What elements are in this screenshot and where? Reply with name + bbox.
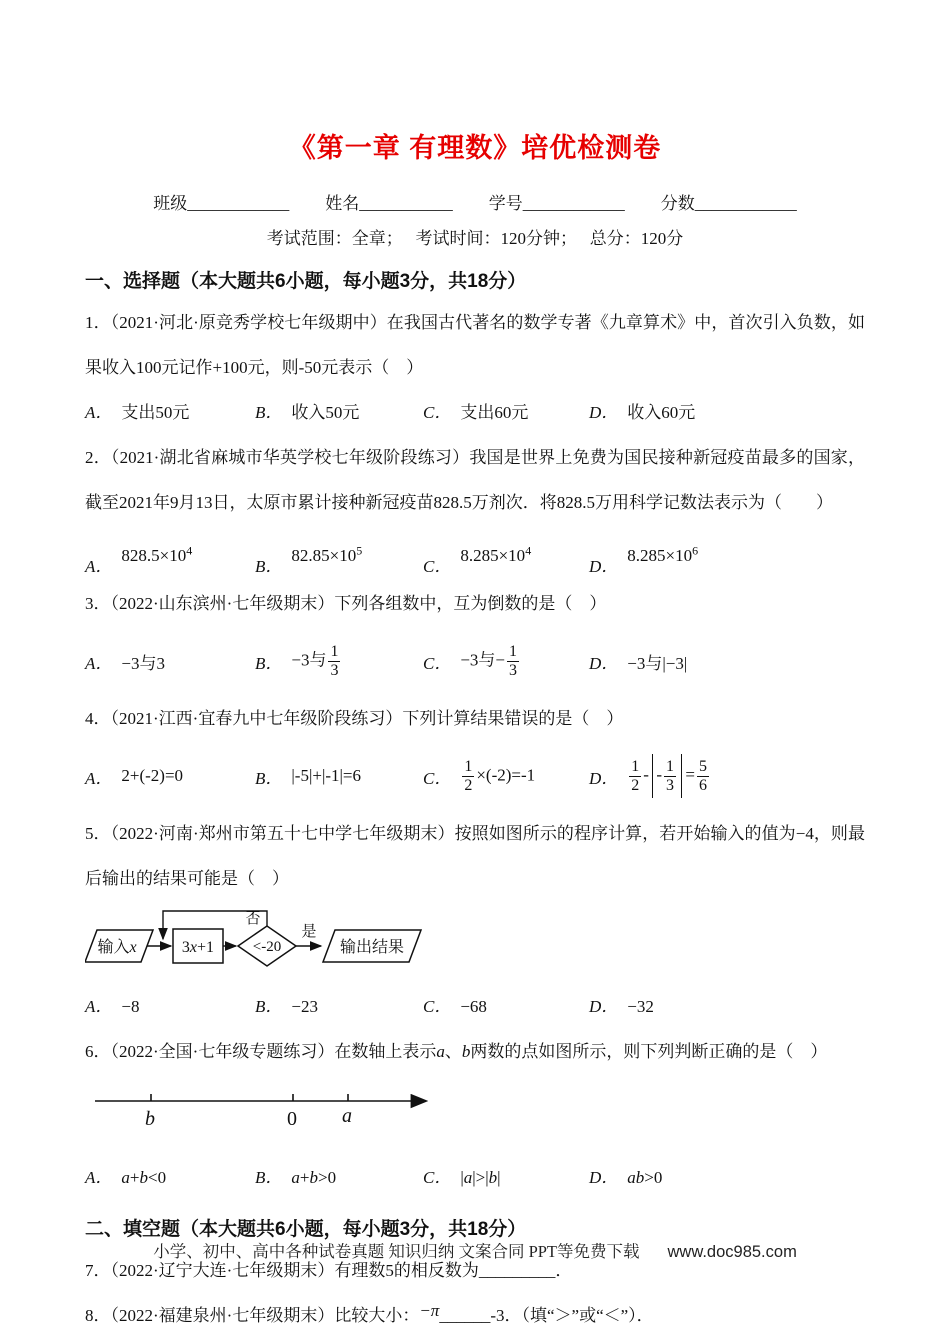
option-content: |-5|+|-1|=6: [291, 766, 362, 785]
option-label: C．: [423, 997, 452, 1016]
option-label: A．: [85, 997, 113, 1016]
question-5-flowchart: [85, 905, 865, 982]
question-2-stem: 2．（2021·湖北省麻城市华英学校七年级阶段练习）我国是世界上免费为国民接种新冠疫苗最多的国家，截至2021年9月13日，太原市累计接种新冠疫苗828.5万剂次．将828.5万用科学记数法表示为（ ）: [85, 448, 865, 512]
option-label: C．: [423, 403, 452, 422]
numberline-label-0: 0: [287, 1108, 297, 1130]
option-label: B．: [255, 557, 283, 576]
option-content: 收入50元: [291, 403, 360, 422]
question-6-stem: 6．（2022·全国·七年级专题练习）在数轴上表示a、b两数的点如图所示，则下列判断正确的是（ ）: [85, 1042, 828, 1061]
option-content: $\frac{1}{2}$ ×(-2)=-1: [464, 757, 536, 794]
option-content: −3与|−3|: [627, 653, 688, 673]
option-content: $\frac{1}{2}$ - - $\frac{1}{3}$ = $\frac{5}{6}$: [627, 754, 711, 798]
exam-info: 考试范围：全章； 考试时间：120分钟； 总分：120分: [266, 229, 684, 248]
option-content: $828.5\times 10^4$: [121, 542, 193, 565]
numberline-label-b: b: [145, 1108, 155, 1130]
option-4c: [423, 758, 589, 795]
flowchart-no-label: 否: [245, 911, 261, 927]
option-content: −3与 $\frac{1}{3}$: [291, 642, 339, 679]
question-1-options: [85, 390, 865, 435]
option-label: A．: [85, 557, 113, 576]
option-3c: [423, 643, 589, 680]
option-6a: [85, 1155, 255, 1200]
option-content: −32: [627, 997, 654, 1016]
option-content: 2+(-2)=0: [121, 766, 184, 785]
option-content: $8.285\times 10^6$: [627, 542, 699, 565]
footer-url-link[interactable]: www.doc985.com: [667, 1243, 797, 1261]
option-5b: [255, 984, 423, 1029]
question-3-stem: 3．（2022·山东滨州·七年级期末）下列各组数中，互为倒数的是（ ）: [85, 594, 607, 613]
question-4-options: [85, 741, 865, 811]
option-2a: [85, 542, 255, 577]
option-label: C．: [423, 653, 452, 673]
option-3a: [85, 649, 255, 674]
option-label: B．: [255, 653, 283, 673]
flowchart-process-label: 3x+1: [181, 939, 215, 956]
field-name-blank: ___________: [359, 194, 453, 213]
question-6-options: [85, 1155, 865, 1200]
option-label: A．: [85, 403, 113, 422]
option-3d: [589, 649, 865, 674]
option-label: D．: [589, 557, 619, 576]
flowchart-yes-label: 是: [301, 924, 317, 940]
field-name: [325, 191, 453, 217]
option-label: D．: [589, 997, 619, 1016]
option-6d: [589, 1155, 865, 1200]
option-content: 支出50元: [121, 403, 190, 422]
option-content: a+b>0: [291, 1168, 337, 1187]
flowchart-output-label: 输出结果: [339, 939, 405, 956]
option-4b: [255, 764, 423, 789]
section-1-heading: 一、选择题（本大题共6小题，每小题3分，共18分）: [85, 271, 527, 292]
option-content: −3与− $\frac{1}{3}$: [460, 642, 518, 679]
footer-text: 小学、初中、高中各种试卷真题 知识归纳 文案合同 PPT等免费下载: [153, 1242, 640, 1261]
question-3-options: [85, 626, 865, 696]
question-5-options: [85, 984, 865, 1029]
option-content: a+b<0: [121, 1168, 167, 1187]
option-1a: [85, 390, 255, 435]
flowchart-decision-label: <-20: [252, 939, 282, 955]
section-2-heading: 二、填空题（本大题共6小题，每小题3分，共18分）: [85, 1219, 527, 1240]
option-label: B．: [255, 997, 283, 1016]
question-7-stem: 7．（2022·辽宁大连·七年级期末）有理数5的相反数为_________．: [85, 1261, 573, 1280]
option-1b: [255, 390, 423, 435]
option-6c: [423, 1155, 589, 1200]
field-score: [661, 191, 797, 217]
option-1d: [589, 390, 865, 435]
field-student-id-blank: ____________: [522, 194, 625, 213]
option-label: D．: [589, 653, 619, 673]
option-content: −3与3: [121, 653, 165, 673]
question-4-stem: 4．（2021·江西·宜春九中七年级阶段练习）下列计算结果错误的是（ ）: [85, 709, 624, 728]
flowchart-svg: [85, 905, 445, 977]
page-footer: [0, 1238, 950, 1262]
option-label: A．: [85, 1168, 113, 1187]
option-content: −8: [121, 997, 140, 1016]
option-content: −68: [460, 997, 487, 1016]
option-6b: [255, 1155, 423, 1200]
numberline-svg: [93, 1084, 443, 1132]
option-content: 支出60元: [460, 403, 529, 422]
option-2d: [589, 542, 865, 577]
option-label: A．: [85, 653, 113, 673]
option-content: ab>0: [627, 1168, 663, 1187]
field-name-label: 姓名: [325, 194, 360, 213]
option-label: B．: [255, 1168, 283, 1187]
field-score-label: 分数: [660, 194, 695, 213]
option-2c: [423, 542, 589, 577]
option-5a: [85, 984, 255, 1029]
option-label: A．: [85, 768, 113, 788]
field-class-label: 班级: [153, 194, 188, 213]
question-6-numberline: [93, 1084, 865, 1137]
question-5-stem: 5．（2022·河南·郑州市第五十七中学七年级期末）按照如图所示的程序计算，若开始输入的值为−4，则最后输出的结果可能是（ ）: [85, 824, 865, 888]
option-content: $82.85\times 10^5$: [291, 542, 363, 565]
flowchart-input-label: 输入x: [97, 939, 137, 956]
field-score-blank: ____________: [694, 194, 797, 213]
field-student-id-label: 学号: [488, 194, 523, 213]
option-label: D．: [589, 403, 619, 422]
question-2-options: [85, 525, 865, 581]
option-4d: [589, 754, 865, 798]
option-1c: [423, 390, 589, 435]
option-content: $8.285\times 10^4$: [460, 542, 532, 565]
option-label: B．: [255, 768, 283, 788]
option-label: D．: [589, 768, 619, 788]
field-class-blank: ____________: [187, 194, 290, 213]
question-8-stem: 8．（2022·福建泉州·七年级期末）比较大小：−π______-3．（填“＞”或“＜”）．: [85, 1301, 654, 1325]
option-label: D．: [589, 1168, 619, 1187]
field-class: [153, 191, 289, 217]
option-5d: [589, 984, 865, 1029]
numberline-label-a: a: [342, 1105, 352, 1127]
option-5c: [423, 984, 589, 1029]
option-2b: [255, 542, 423, 577]
option-content: −23: [291, 997, 318, 1016]
page-title: 《第一章 有理数》培优检测卷: [288, 133, 662, 163]
option-label: C．: [423, 557, 452, 576]
option-label: C．: [423, 1168, 452, 1187]
option-3b: [255, 643, 423, 680]
question-1-stem: 1．（2021·河北·原竞秀学校七年级期中）在我国古代著名的数学专著《九章算术》中，首次引入负数，如果收入100元记作+100元，则-50元表示（ ）: [85, 313, 865, 377]
option-label: B．: [255, 403, 283, 422]
option-content: |a|>|b|: [460, 1168, 501, 1187]
option-content: 收入60元: [627, 403, 696, 422]
student-info-row: [85, 191, 865, 217]
option-4a: [85, 764, 255, 789]
option-label: C．: [423, 768, 452, 788]
field-student-id: [489, 191, 625, 217]
